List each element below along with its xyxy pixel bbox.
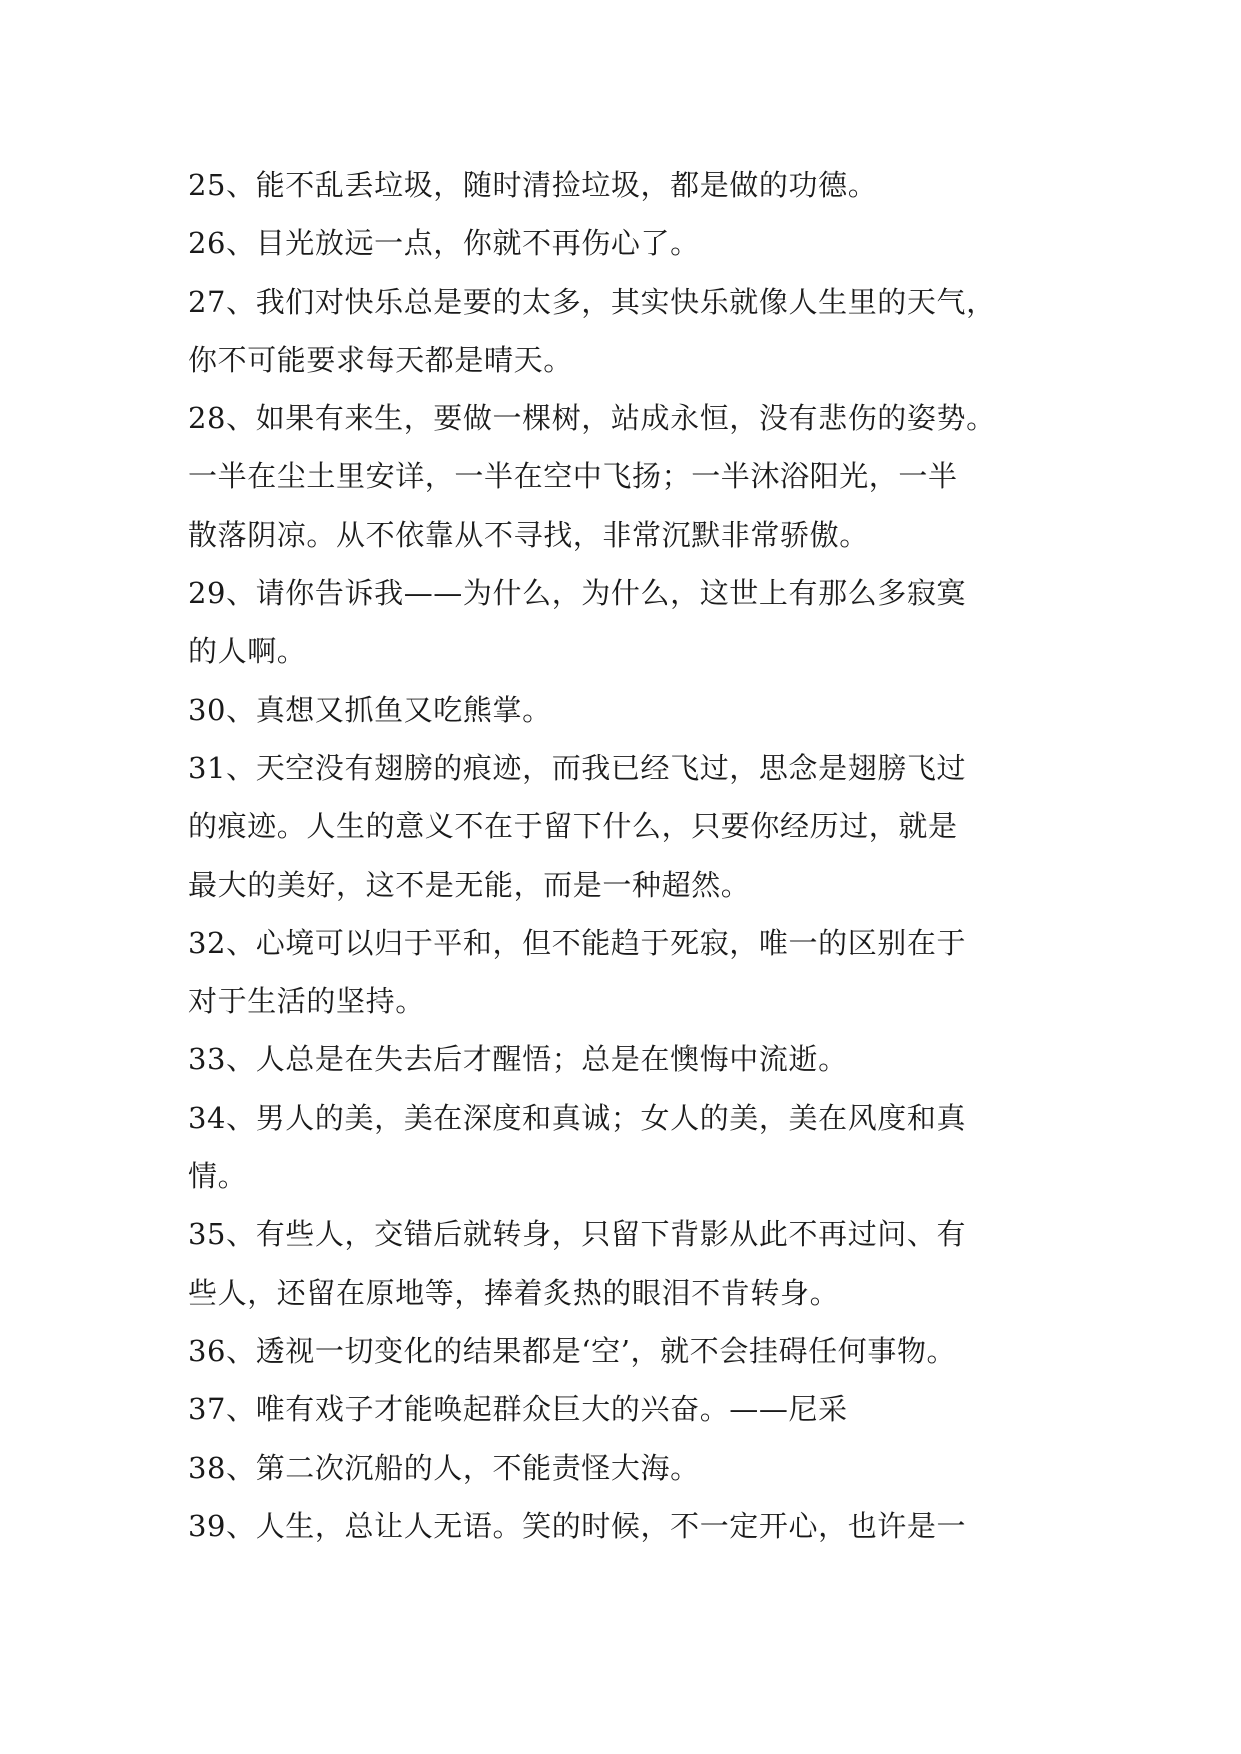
text-line: 对于生活的坚持。 [188,984,425,1019]
text-line: 29、请你告诉我——为什么，为什么，这世上有那么多寂寞 [188,576,967,611]
text-line: 的人啊。 [188,634,307,669]
text-line: 25、能不乱丢垃圾，随时清捡垃圾，都是做的功德。 [188,168,878,202]
text-line: 27、我们对快乐总是要的太多，其实快乐就像人生里的天气， [188,284,996,319]
text-line: 28、如果有来生，要做一棵树，站成永恒，没有悲伤的姿势。 [188,401,996,436]
document-body [188,156,1068,1555]
text-line: 33、人总是在失去后才醒悟；总是在懊悔中流逝。 [188,1042,848,1077]
text-line: 38、第二次沉船的人，不能责怪大海。 [188,1450,700,1485]
text-line: 39、人生，总让人无语。笑的时候，不一定开心，也许是一 [188,1508,967,1543]
text-line: 36、透视一切变化的结果都是‘空’，就不会挂碍任何事物。 [188,1333,957,1368]
text-line: 26、目光放远一点，你就不再伤心了。 [188,226,700,261]
text-line: 34、男人的美，美在深度和真诚；女人的美，美在风度和真 [188,1100,967,1135]
text-line: 37、唯有戏子才能唤起群众巨大的兴奋。——尼采 [188,1392,848,1427]
text-line: 你不可能要求每天都是晴天。 [188,342,573,377]
text-line: 30、真想又抓鱼又吃熊掌。 [188,692,552,727]
text-line: 些人，还留在原地等，捧着炙热的眼泪不肯转身。 [188,1275,840,1310]
text-line: 32、心境可以归于平和，但不能趋于死寂，唯一的区别在于 [188,925,967,960]
text-line: 的痕迹。人生的意义不在于留下什么，只要你经历过，就是 [188,809,958,844]
text-line: 散落阴凉。从不依靠从不寻找，非常沉默非常骄傲。 [188,517,869,552]
text-line: 一半在尘土里安详，一半在空中飞扬；一半沐浴阳光，一半 [188,459,958,494]
text-line: 最大的美好，这不是无能，而是一种超然。 [188,867,751,902]
text-line: 31、天空没有翅膀的痕迹，而我已经飞过，思念是翅膀飞过 [188,750,967,785]
text-line: 35、有些人，交错后就转身，只留下背影从此不再过问、有 [188,1217,967,1252]
text-line: 情。 [188,1159,248,1194]
